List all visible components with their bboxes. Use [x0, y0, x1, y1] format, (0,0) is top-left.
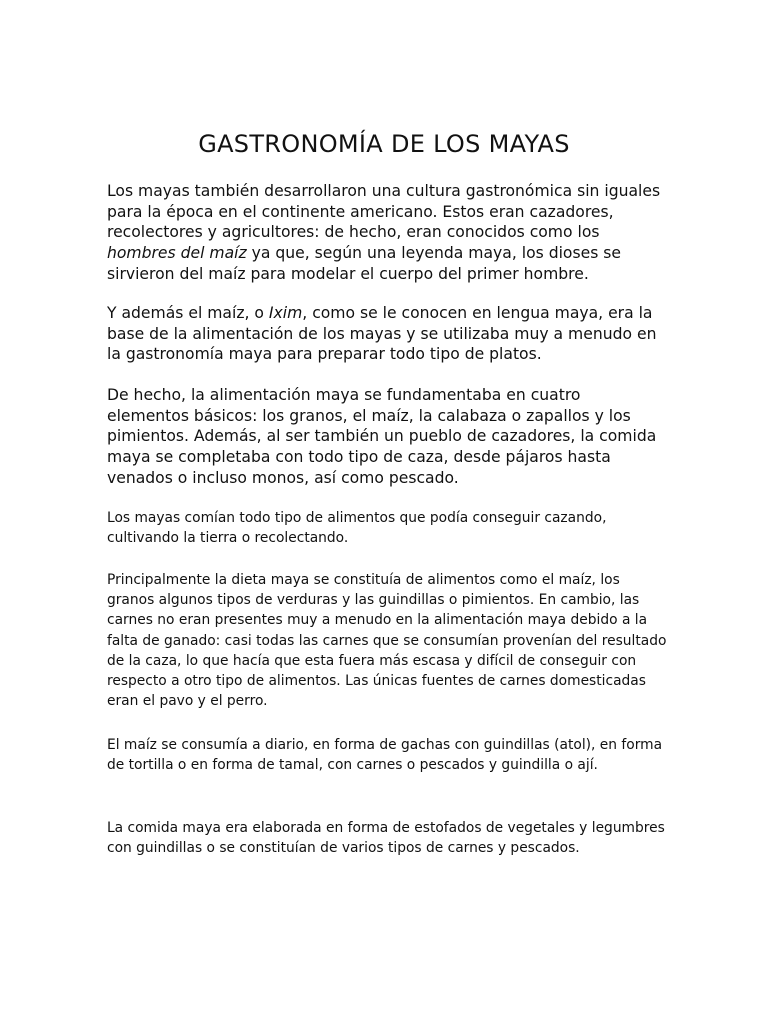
- paragraph-2-text-b: , como se le conocen en lengua maya, era la base de la alimentación de los mayas y se utilizaba muy a menudo en la gastronomía maya para preparar todo tipo de platos.: [107, 304, 657, 364]
- paragraph-1-text-a: Los mayas también desarrollaron una cultura gastronómica sin iguales para la época en el continente americano. Estos eran cazadores, recolectores y agricultores: de hecho, eran conocidos como los: [107, 182, 661, 242]
- paragraph-7: La comida maya era elaborada en forma de estofados de vegetales y legumbres con guindillas o se constituían de varios tipos de carnes y pescados.: [107, 820, 665, 857]
- page-title: GASTRONOMÍA DE LOS MAYAS: [198, 130, 570, 158]
- paragraph-2: [107, 303, 667, 365]
- paragraph-2-italic: Ixim: [268, 304, 303, 322]
- paragraph-3: De hecho, la alimentación maya se fundamentaba en cuatro elementos básicos: los granos, el maíz, la calabaza o zapallos y los pimientos. Además, al ser también un pueblo de cazadores, la comida maya se completaba con todo tipo de caza, desde pájaros hasta venados o incluso monos, así como pescado.: [107, 386, 657, 487]
- paragraph-5: Principalmente la dieta maya se constituía de alimentos como el maíz, los granos algunos tipos de verduras y las guindillas o pimientos. En cambio, las carnes no eran presentes muy a menudo en la alimentación maya debido a la falta de ganado: casi todas las carnes que se consumían provenían del resultado de la caza, lo que hacía que esta fuera más escasa y difícil de conseguir con respecto a otro tipo de alimentos. Las únicas fuentes de carnes domesticadas eran el pavo y el perro.: [107, 572, 667, 710]
- paragraph-4: Los mayas comían todo tipo de alimentos que podía conseguir cazando, cultivando la tierra o recolectando.: [107, 510, 607, 547]
- paragraph-1-italic: hombres del maíz: [107, 244, 247, 263]
- paragraph-6: El maíz se consumía a diario, en forma de gachas con guindillas (atol), en forma de tortilla o en forma de tamal, con carnes o pescados y guindilla o ají.: [107, 737, 663, 774]
- paragraph-1-text-b: ya que, según una leyenda maya, los dioses se sirvieron del maíz para modelar el cuerpo del primer hombre.: [107, 244, 621, 283]
- paragraph-1: [107, 181, 667, 285]
- paragraph-2-text-a: Y además el maíz, o: [107, 304, 269, 322]
